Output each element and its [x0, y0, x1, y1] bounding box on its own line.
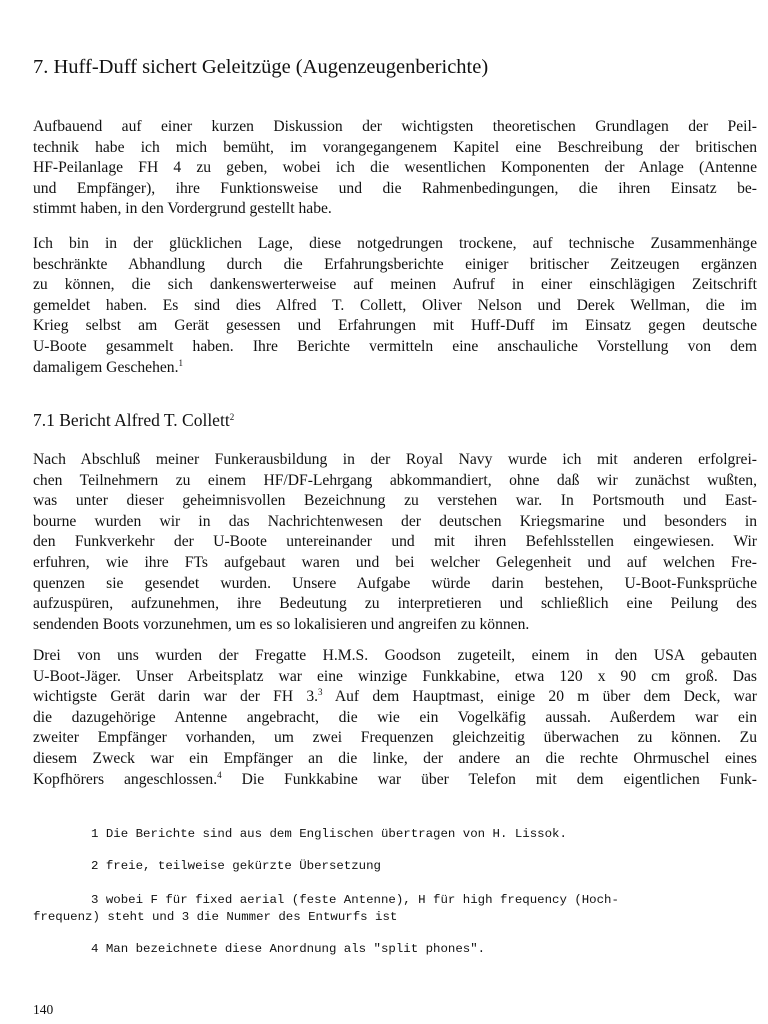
chapter-title: 7. Huff-Duff sichert Geleitzüge (Augenzeugenberichte) — [33, 56, 489, 78]
text-line: zweiter Empfänger vorhanden, um zwei Frequenzen gleichzeitig überwachen zu können. Zu — [33, 729, 757, 747]
paragraph-witnesses — [33, 234, 757, 378]
text-line: diesem Zweck war ein Empfänger an die linke, der andere an die rechte Ohrmuschel eines — [33, 749, 757, 767]
text-line: aufzuspüren, aufzunehmen, ihre Bedeutung zu interpretieren und schließlich eine Peilung des — [33, 595, 757, 613]
text-line: technik habe ich mich bemüht, im vorangegangenem Kapitel eine Beschreibung der britischen — [33, 138, 757, 156]
paragraph-goodson — [33, 646, 757, 790]
text-line: U-Boot-Jäger. Unser Arbeitsplatz war eine winzige Funkkabine, etwa 120 x 90 cm groß. Das — [33, 667, 757, 685]
text-line: Drei von uns wurden der Fregatte H.M.S. Goodson zugeteilt, einem in den USA gebauten — [33, 647, 757, 664]
text-line: beschränkte Abhandlung durch die Erfahrungsberichte einiger britischer Zeitzeugen ergänzen — [33, 255, 757, 273]
footnote-3 — [33, 892, 619, 926]
text-fragment: Kopfhörers angeschlossen. — [33, 770, 218, 788]
footnote-ref: 4 — [217, 769, 222, 780]
text-line: sendenden Boots vorzunehmen, um es so lokalisieren und angreifen zu können. — [33, 615, 530, 633]
footnote-text: 3 wobei F für fixed aerial (feste Antenne), H für high frequency (Hoch- — [91, 893, 619, 907]
text-fragment: Auf dem Hauptmast, einige 20 m über dem Deck, war — [322, 688, 757, 706]
text-line: zu können, die sich dankenswerterweise auf meinen Aufruf in einer einschlägigen Zeitschrift — [33, 276, 757, 294]
footnote-ref: 3 — [318, 687, 323, 698]
footnote-ref: 2 — [229, 412, 235, 422]
text-line: Nach Abschluß meiner Funkerausbildung in der Royal Navy wurde ich mit anderen erfolgrei- — [33, 451, 757, 468]
text-line: chen Teilnehmern zu einem HF/DF-Lehrgang abkommandiert, ohne daß wir zunächst wußten, — [33, 471, 757, 489]
footnote-1 — [33, 826, 567, 843]
footnote-ref: 1 — [178, 357, 183, 368]
page-number: 140 — [33, 1002, 54, 1017]
text-line — [33, 770, 757, 791]
text-line: die dazugehörige Antenne angebracht, die wie ein Vogelkäfig aussah. Außerdem war ein — [33, 708, 757, 726]
footnote-2 — [33, 858, 381, 875]
footnote-4 — [33, 941, 485, 958]
footnote-text: 2 freie, teilweise gekürzte Übersetzung — [91, 859, 381, 873]
text-line: Ich bin in der glücklichen Lage, diese notgedrungen trockene, auf technische Zusammenhänge — [33, 235, 757, 252]
text-fragment: wichtigste Gerät darin war der FH 3. — [33, 688, 319, 706]
text-line: bourne wurden wir in das Nachrichtenwesen der deutschen Kriegsmarine und besonders in — [33, 512, 757, 530]
footnote-text: 1 Die Berichte sind aus dem Englischen übertragen von H. Lissok. — [91, 827, 567, 841]
text-line: erfuhren, wie ihre FTs aufgebaut waren und bei welcher Gelegenheit und auf welchen Fre- — [33, 553, 757, 571]
text-line: HF-Peilanlage FH 4 zu geben, wobei ich die wesentlichen Komponenten der Anlage (Antenne — [33, 159, 757, 177]
footnote-text: frequenz) steht und 3 die Nummer des Entwurfs ist — [33, 910, 398, 924]
text-line: stimmt haben, in den Vordergrund gestellt habe. — [33, 200, 332, 218]
text-line: den Funkverkehr der U-Boote untereinander und mit ihren Befehlsstellen eingewiesen. Wir — [33, 533, 757, 551]
text-line: was unter dieser geheimnisvollen Bezeichnung zu verstehen war. In Portsmouth und East- — [33, 492, 757, 510]
paragraph-intro — [33, 117, 757, 220]
text-line: und Empfänger), ihre Funktionsweise und die Rahmenbedingungen, die ihren Einsatz be- — [33, 179, 757, 197]
paragraph-training — [33, 450, 757, 635]
text-fragment: Die Funkkabine war über Telefon mit dem eigentlichen Funk- — [221, 770, 757, 788]
text-line — [33, 687, 757, 708]
text-line: quenzen sie gesendet wurden. Unsere Aufgabe würde darin bestehen, U-Boot-Funksprüche — [33, 574, 757, 592]
footnote-text: 4 Man bezeichnete diese Anordnung als "split phones". — [91, 942, 486, 956]
section-title — [33, 408, 753, 432]
text-fragment: damaligem Geschehen. — [33, 358, 179, 376]
text-line — [33, 358, 757, 379]
text-line: Aufbauend auf einer kurzen Diskussion der wichtigsten theoretischen Grundlagen der Peil- — [33, 118, 757, 135]
text-line: gemeldet haben. Es sind dies Alfred T. Collett, Oliver Nelson und Derek Wellman, die im — [33, 296, 757, 314]
text-line: Krieg selbst am Gerät gesessen und Erfahrungen mit Huff-Duff im Einsatz gegen deutsche — [33, 317, 757, 335]
section-title-text: 7.1 Bericht Alfred T. Collett — [33, 410, 230, 430]
text-line: U-Boote gesammelt haben. Ihre Berichte vermitteln eine anschauliche Vorstellung von dem — [33, 337, 757, 355]
